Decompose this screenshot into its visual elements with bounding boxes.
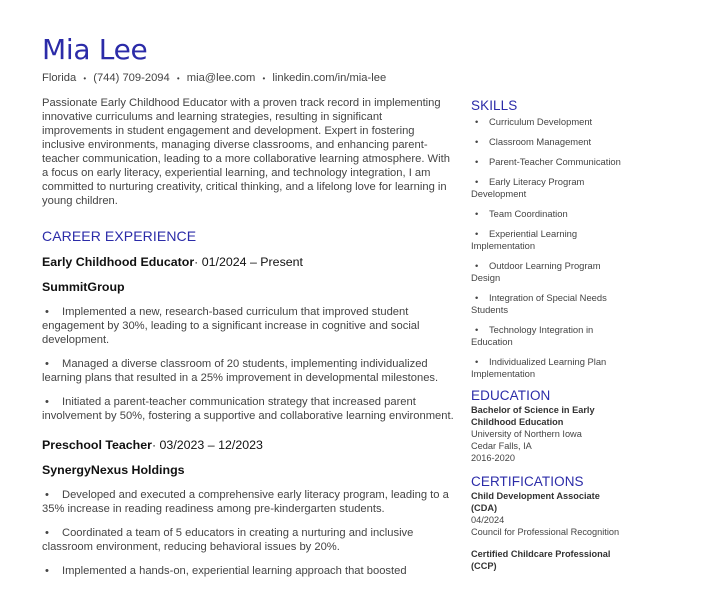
- education-school: University of Northern Iowa: [471, 429, 582, 439]
- bullet-icon: •: [45, 396, 49, 408]
- skill-item: [471, 356, 621, 380]
- bullet-icon: •: [475, 292, 479, 303]
- bullet-text: Initiated a parent-teacher communication strategy that increased parent involvement by 50%, fostering a supportive and collaborative learning environment.: [42, 396, 454, 422]
- bullet-text: Implemented a new, research-based curriculum that improved student engagement by 30%, leading to a significant increase in cognitive and social development.: [42, 306, 420, 346]
- job-dates: · 01/2024 – Present: [194, 255, 303, 269]
- contact-line: [42, 72, 386, 84]
- section-title-skills: SKILLS: [471, 98, 518, 113]
- job-bullets: [42, 305, 454, 423]
- education-location: Cedar Falls, IA: [471, 441, 532, 451]
- skill-label: Outdoor Learning Program Design: [471, 260, 601, 283]
- skill-item: [471, 208, 621, 220]
- skill-label: Curriculum Development: [489, 116, 593, 127]
- bullet-icon: •: [475, 156, 479, 167]
- education-years: 2016-2020: [471, 453, 515, 463]
- section-title-education: EDUCATION: [471, 388, 551, 403]
- skill-item: [471, 136, 621, 148]
- bullet-text: Implemented a hands-on, experiential learning approach that boosted: [62, 565, 407, 577]
- certification-entry: [471, 490, 621, 538]
- job-bullet: [42, 305, 454, 347]
- job-title-line: [42, 254, 454, 270]
- skill-item: [471, 176, 621, 200]
- bullet-icon: •: [475, 228, 479, 239]
- separator-dot-icon: •: [262, 73, 266, 83]
- job-role: Early Childhood Educator: [42, 255, 195, 269]
- certification-date: 04/2024: [471, 515, 505, 525]
- skill-item: [471, 324, 621, 348]
- certification-issuer: Council for Professional Recognition: [471, 527, 620, 537]
- bullet-icon: •: [475, 176, 479, 187]
- skill-item: [471, 228, 621, 252]
- certification-name: Child Development Associate (CDA): [471, 491, 600, 513]
- job-bullet: [42, 488, 454, 516]
- bullet-icon: •: [475, 116, 479, 127]
- bullet-icon: •: [45, 306, 49, 318]
- education-degree: Bachelor of Science in Early Childhood Education: [471, 405, 595, 427]
- skill-label: Individualized Learning Plan Implementation: [471, 356, 607, 379]
- bullet-icon: •: [475, 208, 479, 219]
- job-bullet: [42, 526, 454, 554]
- job-entry: [42, 437, 454, 578]
- bullet-icon: •: [45, 489, 49, 501]
- contact-linkedin[interactable]: linkedin.com/in/mia-lee: [272, 72, 387, 84]
- skill-label: Early Literacy Program Development: [471, 176, 585, 199]
- skill-label: Integration of Special Needs Students: [471, 292, 607, 315]
- bullet-text: Managed a diverse classroom of 20 students, implementing individualized learning plans that resulted in a 25% improvement in developmental milestones.: [42, 358, 439, 384]
- bullet-icon: •: [475, 324, 479, 335]
- skill-item: [471, 156, 621, 168]
- contact-email[interactable]: mia@lee.com: [186, 72, 256, 84]
- contact-phone: (744) 709-2094: [93, 72, 170, 84]
- bullet-icon: •: [475, 136, 479, 147]
- bullet-icon: •: [45, 527, 49, 539]
- skill-label: Technology Integration in Education: [471, 324, 594, 347]
- professional-summary: Passionate Early Childhood Educator with a proven track record in implementing innovative curriculums and learning strategies, resulting in significant improvements in student engagement and development. Expert in fostering inclusive environments, managing diverse classrooms, and enhancing parent-teacher communication, leading to a more collaborative learning atmosphere. With a focus on early literacy, experiential learning, and technology integration, I am committed to nurturing creativity, critical thinking, and a lifelong love for learning in young children.: [42, 97, 450, 207]
- bullet-icon: •: [45, 565, 49, 577]
- separator-dot-icon: •: [83, 73, 87, 83]
- skill-item: [471, 292, 621, 316]
- certification-name: Certified Childcare Professional (CCP): [471, 549, 611, 571]
- skill-label: Experiential Learning Implementation: [471, 228, 578, 251]
- bullet-text: Developed and executed a comprehensive early literacy program, leading to a 35% increase in reading readiness among pre-kindergarten students.: [42, 489, 449, 515]
- skill-item: [471, 116, 621, 128]
- candidate-name: Mia Lee: [42, 33, 148, 66]
- section-title-certifications: CERTIFICATIONS: [471, 474, 584, 489]
- certification-entry: [471, 548, 621, 572]
- skill-label: Team Coordination: [489, 208, 568, 219]
- job-entry: [42, 254, 454, 423]
- job-role: Preschool Teacher: [42, 438, 152, 452]
- certifications-section: [471, 474, 621, 572]
- contact-location: Florida: [42, 72, 77, 84]
- job-company: SummitGroup: [42, 280, 125, 294]
- bullet-icon: •: [475, 260, 479, 271]
- main-column: [42, 96, 454, 588]
- skills-list: [471, 116, 621, 380]
- skill-label: Parent-Teacher Communication: [489, 156, 621, 167]
- job-dates: · 03/2023 – 12/2023: [151, 438, 263, 452]
- bullet-icon: •: [45, 358, 49, 370]
- section-title-experience: CAREER EXPERIENCE: [42, 228, 197, 244]
- separator-dot-icon: •: [176, 73, 180, 83]
- job-company: SynergyNexus Holdings: [42, 463, 185, 477]
- job-bullet: [42, 564, 454, 578]
- skill-label: Classroom Management: [489, 136, 592, 147]
- side-column: [471, 98, 621, 572]
- bullet-text: Coordinated a team of 5 educators in creating a nurturing and inclusive classroom environment, reducing behavioral issues by 20%.: [42, 527, 414, 553]
- job-title-line: [42, 437, 454, 453]
- skill-item: [471, 260, 621, 284]
- job-bullets: [42, 488, 454, 578]
- education-section: [471, 388, 621, 464]
- bullet-icon: •: [475, 356, 479, 367]
- job-bullet: [42, 395, 454, 423]
- job-bullet: [42, 357, 454, 385]
